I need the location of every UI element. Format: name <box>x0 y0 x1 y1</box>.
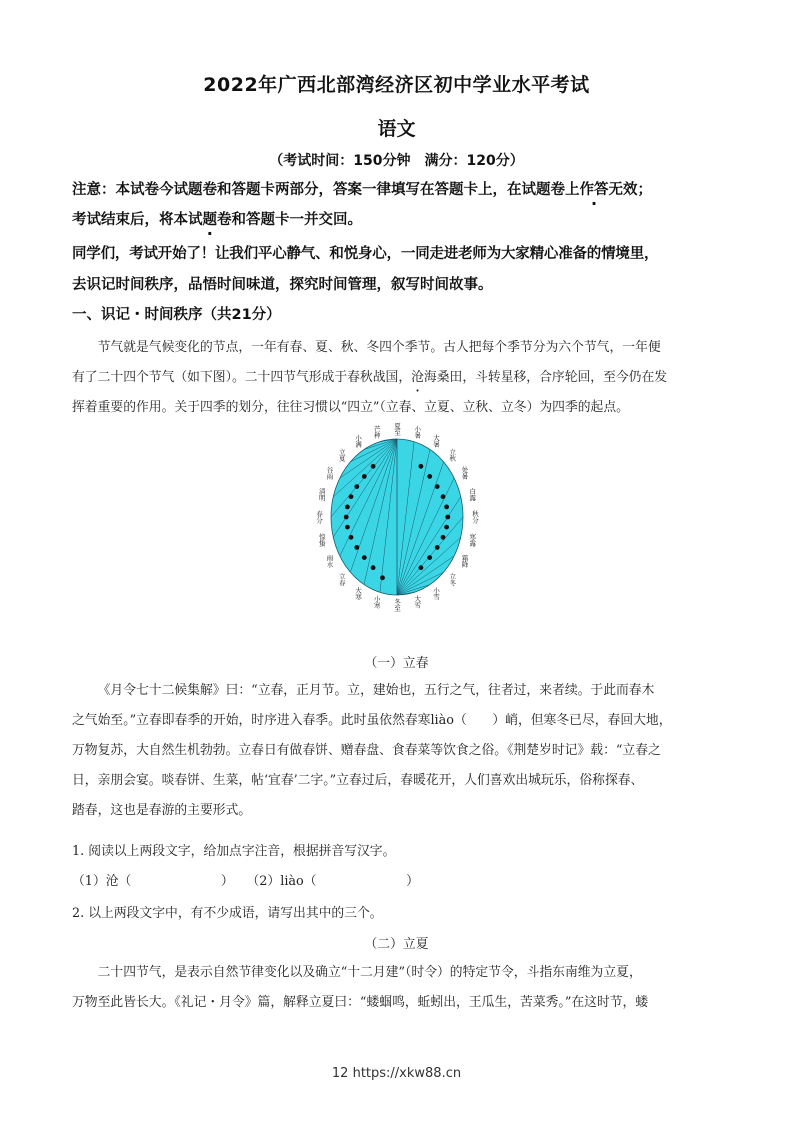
solar-term-label: 夏至 <box>393 422 401 436</box>
solar-term-label: 立冬 <box>448 572 457 586</box>
diagram-dot <box>419 565 424 570</box>
solar-term-label: 春分 <box>315 510 323 524</box>
diagram-dot <box>380 575 385 580</box>
solar-term-label: 大暑 <box>432 434 440 448</box>
solar-term-label: 立夏 <box>337 448 346 462</box>
solar-term-label: 立春 <box>337 572 346 586</box>
diagram-dot <box>441 494 446 499</box>
solar-term-label: 清明 <box>317 487 326 501</box>
paragraph-line: 挥着重要的作用。关于四季的划分，往往习惯以“四立”（立春、立夏、立秋、立冬）为四季的起点。 <box>72 400 629 415</box>
diagram-dot <box>371 565 376 570</box>
section-heading: 一、识记・时间秩序（共21分） <box>72 307 281 323</box>
diagram-dot <box>444 505 449 510</box>
paragraph-line: 日，亲朋会宴。啖春饼、生菜，帖‘宜春’二字。”立春过后，春暖花开，人们喜欢出城玩乐，俗称探春、 <box>72 773 644 788</box>
solar-term-label: 处暑 <box>460 466 469 480</box>
solar-term-label: 霜降 <box>460 554 469 568</box>
solar-term-label: 白露 <box>468 487 477 501</box>
dotted-char: 沧 <box>411 370 424 385</box>
solar-term-label: 寒露 <box>468 533 477 547</box>
paragraph-lixia <box>72 958 722 1018</box>
diagram-dot <box>445 515 450 520</box>
paragraph-line: 《月令七十二候集解》曰：“立春，正月节。立，建始也，五行之气，往者过，来者续。于此而春木 <box>97 683 655 698</box>
notice-line-2 <box>72 210 722 230</box>
solar-term-label: 小暑 <box>413 425 422 439</box>
diagram-dot <box>362 555 367 560</box>
diagram-dot <box>427 474 432 479</box>
paragraph-line: 万物至此皆长大。《礼记・月令》篇，解释立夏曰：“蝼蝈鸣，蚯蚓出，王瓜生，苦菜秀。”在这时节，蝼 <box>72 995 649 1010</box>
notice-text: 考试结束后，将本 <box>72 212 188 228</box>
notice-emphasis: 卷上作答无效 · <box>551 182 638 198</box>
diagram-dot <box>345 505 350 510</box>
text-run: 海桑田，斗转星移，合序轮回，至今仍在发 <box>423 370 668 385</box>
notice-emphasis: 试题卷 <box>188 212 232 228</box>
question-1-blanks[interactable]: （1）沧（ ） （2）liào（ ） <box>72 874 419 889</box>
solar-term-label: 雨水 <box>325 554 334 568</box>
diagram-dot <box>349 535 354 540</box>
solar-term-label: 小满 <box>354 434 362 448</box>
solar-term-label: 大雪 <box>413 595 422 609</box>
diagram-dot <box>354 545 359 550</box>
diagram-dot <box>371 464 376 469</box>
notice-text: 注意：本试卷今试题卷和答题卡两部分，答案一律填写在答题卡上，在试题 <box>72 182 551 198</box>
diagram-dot <box>441 535 446 540</box>
question-1: 1. 阅读以上两段文字，给加点字注音，根据拼音写汉字。 <box>72 844 396 859</box>
solar-term-label: 大寒 <box>354 586 362 600</box>
solar-term-label: 惊蛰 <box>317 533 326 547</box>
paragraph-line: 之气始至。”立春即春季的开始，时序进入春季。此时虽依然春寒liào（ ）峭，但寒冬已尽，春回大地， <box>72 713 672 728</box>
diagram-dot <box>345 525 350 530</box>
solar-term-label: 芒种 <box>372 425 381 439</box>
diagram-dot <box>444 525 449 530</box>
page-footer: 12 https://xkw88.cn <box>331 1066 462 1081</box>
paragraph-lichun <box>72 676 722 826</box>
notice-text: 和答题卡一并交回。 <box>231 212 362 228</box>
solar-terms-diagram <box>296 422 498 612</box>
paragraph-line: 节气就是气候变化的节点，一年有春、夏、秋、冬四个季节。古人把每个季节分为六个节气，一年便 <box>97 340 661 355</box>
subsection-title-lixia: （二）立夏 <box>364 937 429 952</box>
subsection-title-lichun: （一）立春 <box>364 656 429 671</box>
diagram-dot <box>435 545 440 550</box>
intro-line-1: 同学们，考试开始了！让我们平心静气、和悦身心，一同走进老师为大家精心准备的情境里， <box>72 246 659 262</box>
diagram-dot <box>427 555 432 560</box>
intro-line-2: 去识记时间秩序，品悟时间味道，探究时间管理，叙写时间故事。 <box>72 277 493 293</box>
paragraph-solar-terms <box>72 333 722 423</box>
diagram-dot <box>362 474 367 479</box>
paragraph-line: 二十四节气，是表示自然节律变化以及确立“十二月建”（时令）的特定节令，斗指东南维为立夏， <box>97 965 642 980</box>
notice-line-1 <box>72 180 722 200</box>
solar-term-label: 冬至 <box>393 598 401 612</box>
paragraph-line <box>72 363 722 393</box>
paragraph-line: 踏春，这也是春游的主要形式。 <box>72 803 252 818</box>
diagram-dot <box>419 464 424 469</box>
text-run: 有了二十四个节气（如下图）。二十四节气形成于春秋战国， <box>72 370 412 385</box>
exam-info: （考试时间：150分钟 满分：120分） <box>269 153 524 169</box>
diagram-dot <box>349 494 354 499</box>
subject-title: 语文 <box>377 118 416 140</box>
paragraph-line: 万物复苏，大自然生机勃勃。立春日有做春饼、赠春盘、食春菜等饮食之俗。《荆楚岁时记》载：“立春之 <box>72 743 661 758</box>
exam-title: 2022年广西北部湾经济区初中学业水平考试 <box>203 74 590 96</box>
diagram-dot <box>354 484 359 489</box>
solar-term-label: 谷雨 <box>325 466 334 480</box>
solar-term-label: 小雪 <box>432 586 440 600</box>
question-2: 2. 以上两段文字中，有不少成语，请写出其中的三个。 <box>72 906 383 921</box>
diagram-dot <box>435 484 440 489</box>
solar-term-label: 秋分 <box>471 510 479 524</box>
notice-punct: ； <box>637 182 652 198</box>
solar-term-label: 小寒 <box>372 595 381 609</box>
solar-term-label: 立秋 <box>448 448 457 462</box>
diagram-dot <box>344 515 349 520</box>
